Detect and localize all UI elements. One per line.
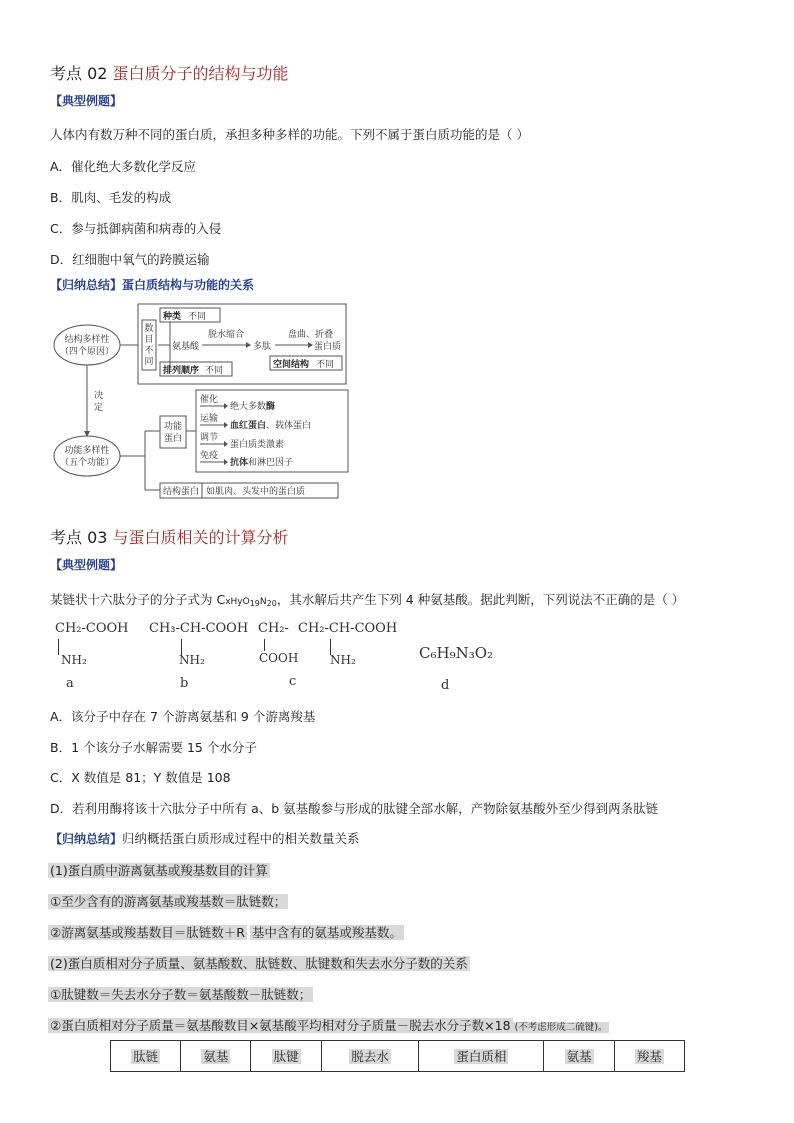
decide-char-1: 决 [94, 391, 104, 401]
table-cell: 脱去水 [321, 1041, 419, 1072]
chem-c-bottom-1: COOH [259, 651, 299, 665]
question-n: N [259, 597, 267, 607]
table-row [111, 1041, 685, 1072]
section-prefix: 考点 02 [50, 64, 108, 83]
f2-bold: 血红蛋白 [230, 421, 267, 431]
option-c-2: C．X 数值是 81；Y 数值是 108 [50, 770, 231, 785]
spatial-tail: 不同 [316, 360, 335, 370]
chem-d-label: d [441, 678, 450, 693]
f1-key: 催化 [200, 395, 219, 405]
summary-label: 【归纳总结】蛋白质结构与功能的关系 [50, 278, 255, 292]
question-formula: xHyO [225, 597, 250, 607]
question-n-sub: 20 [266, 599, 277, 608]
table-cell: 蛋白质相 [419, 1041, 544, 1072]
count-char-1: 数 [144, 324, 154, 334]
count-char-3: 不 [144, 346, 154, 356]
hl-line-2: ①至少含有的游离氨基或羧基数＝肽链数； [50, 894, 287, 909]
section-title: 蛋白质分子的结构与功能 [112, 64, 289, 83]
table-cell: 肽链 [111, 1041, 181, 1072]
chem-c-label: c [289, 674, 297, 689]
option-d-2: D．若利用酶将该十六肽分子中所有 a、b 氨基酸参与形成的肽键全部水解，产物除氨基酸外至少得到两条肽链 [50, 801, 659, 816]
f1-val: 绝大多数 [230, 402, 267, 412]
section-title-2: 与蛋白质相关的计算分析 [112, 528, 289, 547]
chem-a-label: a [66, 676, 74, 691]
polypeptide-label: 多肽 [253, 342, 272, 352]
f4-key: 免疫 [200, 451, 219, 461]
option-b-2: B．1 个该分子水解需要 15 个水分子 [50, 740, 257, 755]
summary-text-2: 归纳概括蛋白质形成过程中的相关数量关系 [122, 831, 360, 846]
protein-label: 蛋白质 [314, 342, 342, 352]
chem-a-bottom: NH₂ [61, 653, 87, 667]
chem-a-top: CH₂-COOH [55, 621, 129, 636]
f4-bold: 抗体 [230, 458, 249, 468]
f4-val: 和淋巴因子 [248, 458, 294, 468]
f3-key: 调节 [200, 433, 219, 443]
question-text: 人体内有数万种不同的蛋白质，承担多种多样的功能。下列不属于蛋白质功能的是（ ） [50, 127, 529, 142]
structure-function-diagram [50, 298, 360, 503]
option-d: D．红细胞中氧气的跨膜运输 [50, 252, 210, 267]
option-b: B．肌肉、毛发的构成 [50, 190, 172, 205]
hl-line-4: (2)蛋白质相对分子质量、氨基酸数、肽链数、肽键数和失去水分子数的关系 [50, 956, 468, 971]
hl-line-3: ②游离氨基或羧基数目＝肽链数＋R 基中含有的氨基或羧基数。 [50, 925, 402, 940]
chem-b-bottom: NH₂ [179, 653, 205, 667]
count-char-2: 目 [144, 335, 154, 345]
hl-line-5: ①肽键数＝失去水分子数＝氨基酸数－肽链数； [50, 987, 312, 1002]
question-pre: 某链状十六肽分子的分子式为 C [50, 592, 226, 607]
table-cell: 肽键 [251, 1041, 321, 1072]
chem-a-bond [58, 639, 59, 655]
option-a: A．催化绝大多数化学反应 [50, 159, 197, 174]
amino-label: 氨基酸 [172, 342, 200, 352]
chem-c-top-1: CH₂- [258, 621, 289, 636]
example-label-2: 【典型例题】 [50, 558, 123, 572]
table-cell: 氨基 [181, 1041, 251, 1072]
chem-d: C₆H₉N₃O₂ [419, 644, 494, 662]
f1-bold: 酶 [266, 402, 276, 412]
quantity-table [110, 1040, 685, 1072]
spatial-label: 空间结构 [273, 360, 310, 370]
chem-b-label: b [180, 676, 189, 691]
question-post: ，其水解后共产生下列 4 种氨基酸。据此判断，下列说法不正确的是（ ） [276, 592, 685, 607]
f2-key: 运输 [200, 414, 219, 424]
chem-c-bottom-2: NH₂ [330, 653, 356, 667]
structure-node-line2: （四个原因） [59, 347, 115, 357]
structure-node-line1: 结构多样性 [64, 335, 110, 345]
function-node-line1: 功能多样性 [64, 446, 110, 456]
svg-text:血红蛋白、载体蛋白 [230, 419, 311, 431]
chem-c-bond-1 [264, 639, 265, 651]
summary-label-2: 【归纳总结】 [50, 832, 123, 846]
svg-text:抗体和淋巴因子 [230, 456, 293, 468]
option-a-2: A．该分子中存在 7 个游离氨基和 9 个游离羧基 [50, 709, 316, 724]
hl-line-6: ②蛋白质相对分子质量＝氨基酸数目×氨基酸平均相对分子质量－脱去水分子数×18 (不考虑形成二硫键)。 [50, 1018, 608, 1033]
summary-heading-2 [50, 829, 360, 847]
f2-val: 、载体蛋白 [266, 421, 312, 431]
chem-b-top: CH₃-CH-COOH [149, 621, 249, 636]
hl-line-1: (1)蛋白质中游离氨基或羧基数目的计算 [50, 863, 268, 878]
count-char-4: 同 [144, 357, 154, 367]
section-heading [50, 61, 289, 84]
func-protein-2: 蛋白 [163, 434, 183, 444]
order-tail: 不同 [205, 366, 224, 376]
struct-protein-label: 结构蛋白 [163, 487, 200, 497]
kind-tail: 不同 [188, 312, 207, 322]
function-node-line2: （五个功能） [59, 458, 115, 468]
order-label: 排列顺序 [163, 366, 200, 376]
example-label: 【典型例题】 [50, 94, 123, 108]
section-heading-2 [50, 525, 289, 548]
question-o-sub: 19 [249, 599, 260, 608]
table-cell: 氨基 [544, 1041, 614, 1072]
chem-c-top-2: CH₂-CH-COOH [298, 621, 398, 636]
f3-val: 蛋白质类激素 [230, 440, 285, 450]
section-prefix-2: 考点 03 [50, 528, 108, 547]
decide-char-2: 定 [94, 403, 104, 413]
question-text-2 [50, 590, 684, 608]
kind-label: 种类 [163, 312, 182, 322]
option-c: C．参与抵御病菌和病毒的入侵 [50, 221, 222, 236]
svg-text:绝大多数酶 [230, 400, 275, 412]
dehydrate-label: 脱水缩合 [208, 330, 245, 340]
fold-label: 盘曲、折叠 [288, 330, 334, 340]
func-protein-1: 功能 [163, 422, 183, 432]
struct-protein-value: 如肌肉、头发中的蛋白质 [206, 487, 306, 497]
table-cell: 羧基 [614, 1041, 684, 1072]
